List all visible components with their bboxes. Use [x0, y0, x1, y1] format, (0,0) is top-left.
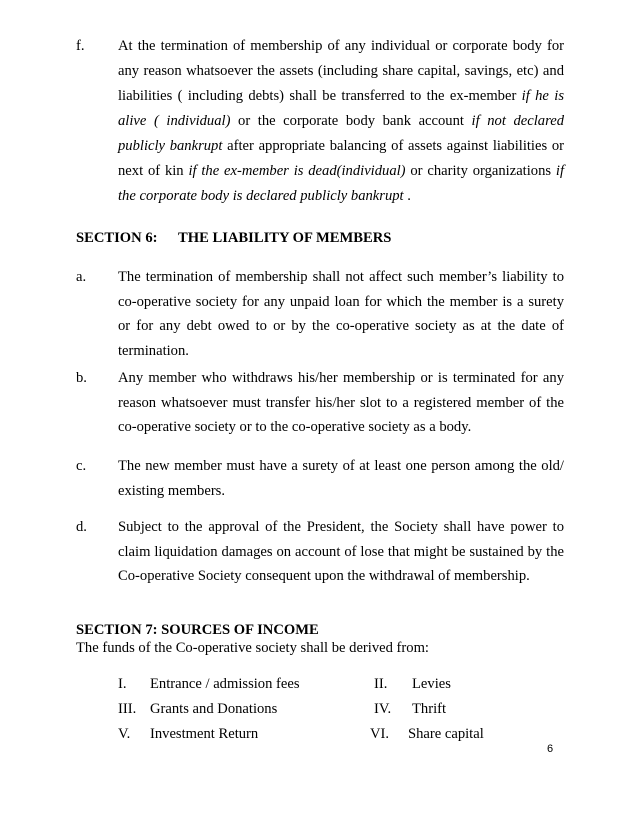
clause-marker: a.: [76, 269, 87, 285]
clause-text: Any member who withdraws his/her membership or is terminated for any reason whatsoever must transfer his/her slot to a registered member of the co-operative society or to the co-operative society as a body.: [118, 370, 564, 435]
source-label: Thrift: [412, 701, 447, 717]
source-numeral: VI.: [370, 726, 390, 742]
section-6-title: THE LIABILITY OF MEMBERS: [178, 230, 392, 246]
clause-marker: f.: [76, 38, 85, 54]
clause-text: Subject to the approval of the President, the Society shall have power to claim liquidation damages on account of lose that might be sustained by the Co-operative Society consequent upon the withdrawal of membership.: [118, 519, 564, 584]
clause-text: The termination of membership shall not affect such member’s liability to co-operative society for any unpaid loan for which the member is a surety or for any debt owed to or by the co-operative society as at the date of termination.: [118, 269, 564, 359]
clause-b: [76, 366, 564, 440]
clause-d: [76, 515, 564, 589]
source-label: Share capital: [408, 726, 484, 742]
source-numeral: III.: [118, 701, 137, 717]
clause-marker: d.: [76, 519, 87, 535]
source-label: Entrance / admission fees: [150, 676, 300, 692]
clause-f-text: At the termination of membership of any individual or corporate body for any reason whatsoever the assets (including share capital, savings, etc) and liabilities ( including debts) shall be transferred to the ex-member if he is alive ( individual) or the corporate body bank account if not declared publicly bankrupt after appropriate balancing of assets against liabilities or next of kin if the ex-member is dead(individual) or charity organizations if the corporate body is declared publicly bankrupt .: [118, 38, 564, 204]
clause-marker: c.: [76, 458, 87, 474]
source-numeral: I.: [118, 676, 127, 692]
source-numeral: IV.: [374, 701, 392, 717]
clause-f: [76, 34, 564, 209]
clause-text: The new member must have a surety of at least one person among the old/ existing members.: [118, 458, 564, 499]
source-label: Grants and Donations: [150, 701, 278, 717]
clause-marker: b.: [76, 370, 87, 386]
source-label: Levies: [412, 676, 451, 692]
source-label: Investment Return: [150, 726, 259, 742]
clause-a: [76, 265, 564, 363]
section-7-heading: SECTION 7: SOURCES OF INCOME: [76, 622, 319, 638]
page-number: 6: [547, 743, 554, 755]
source-numeral: V.: [118, 726, 131, 742]
section-7-intro: The funds of the Co-operative society shall be derived from:: [76, 640, 429, 656]
section-6-heading: [76, 226, 392, 251]
section-6-label: SECTION 6:: [76, 230, 158, 246]
source-numeral: II.: [374, 676, 388, 692]
clause-c: [76, 454, 564, 503]
